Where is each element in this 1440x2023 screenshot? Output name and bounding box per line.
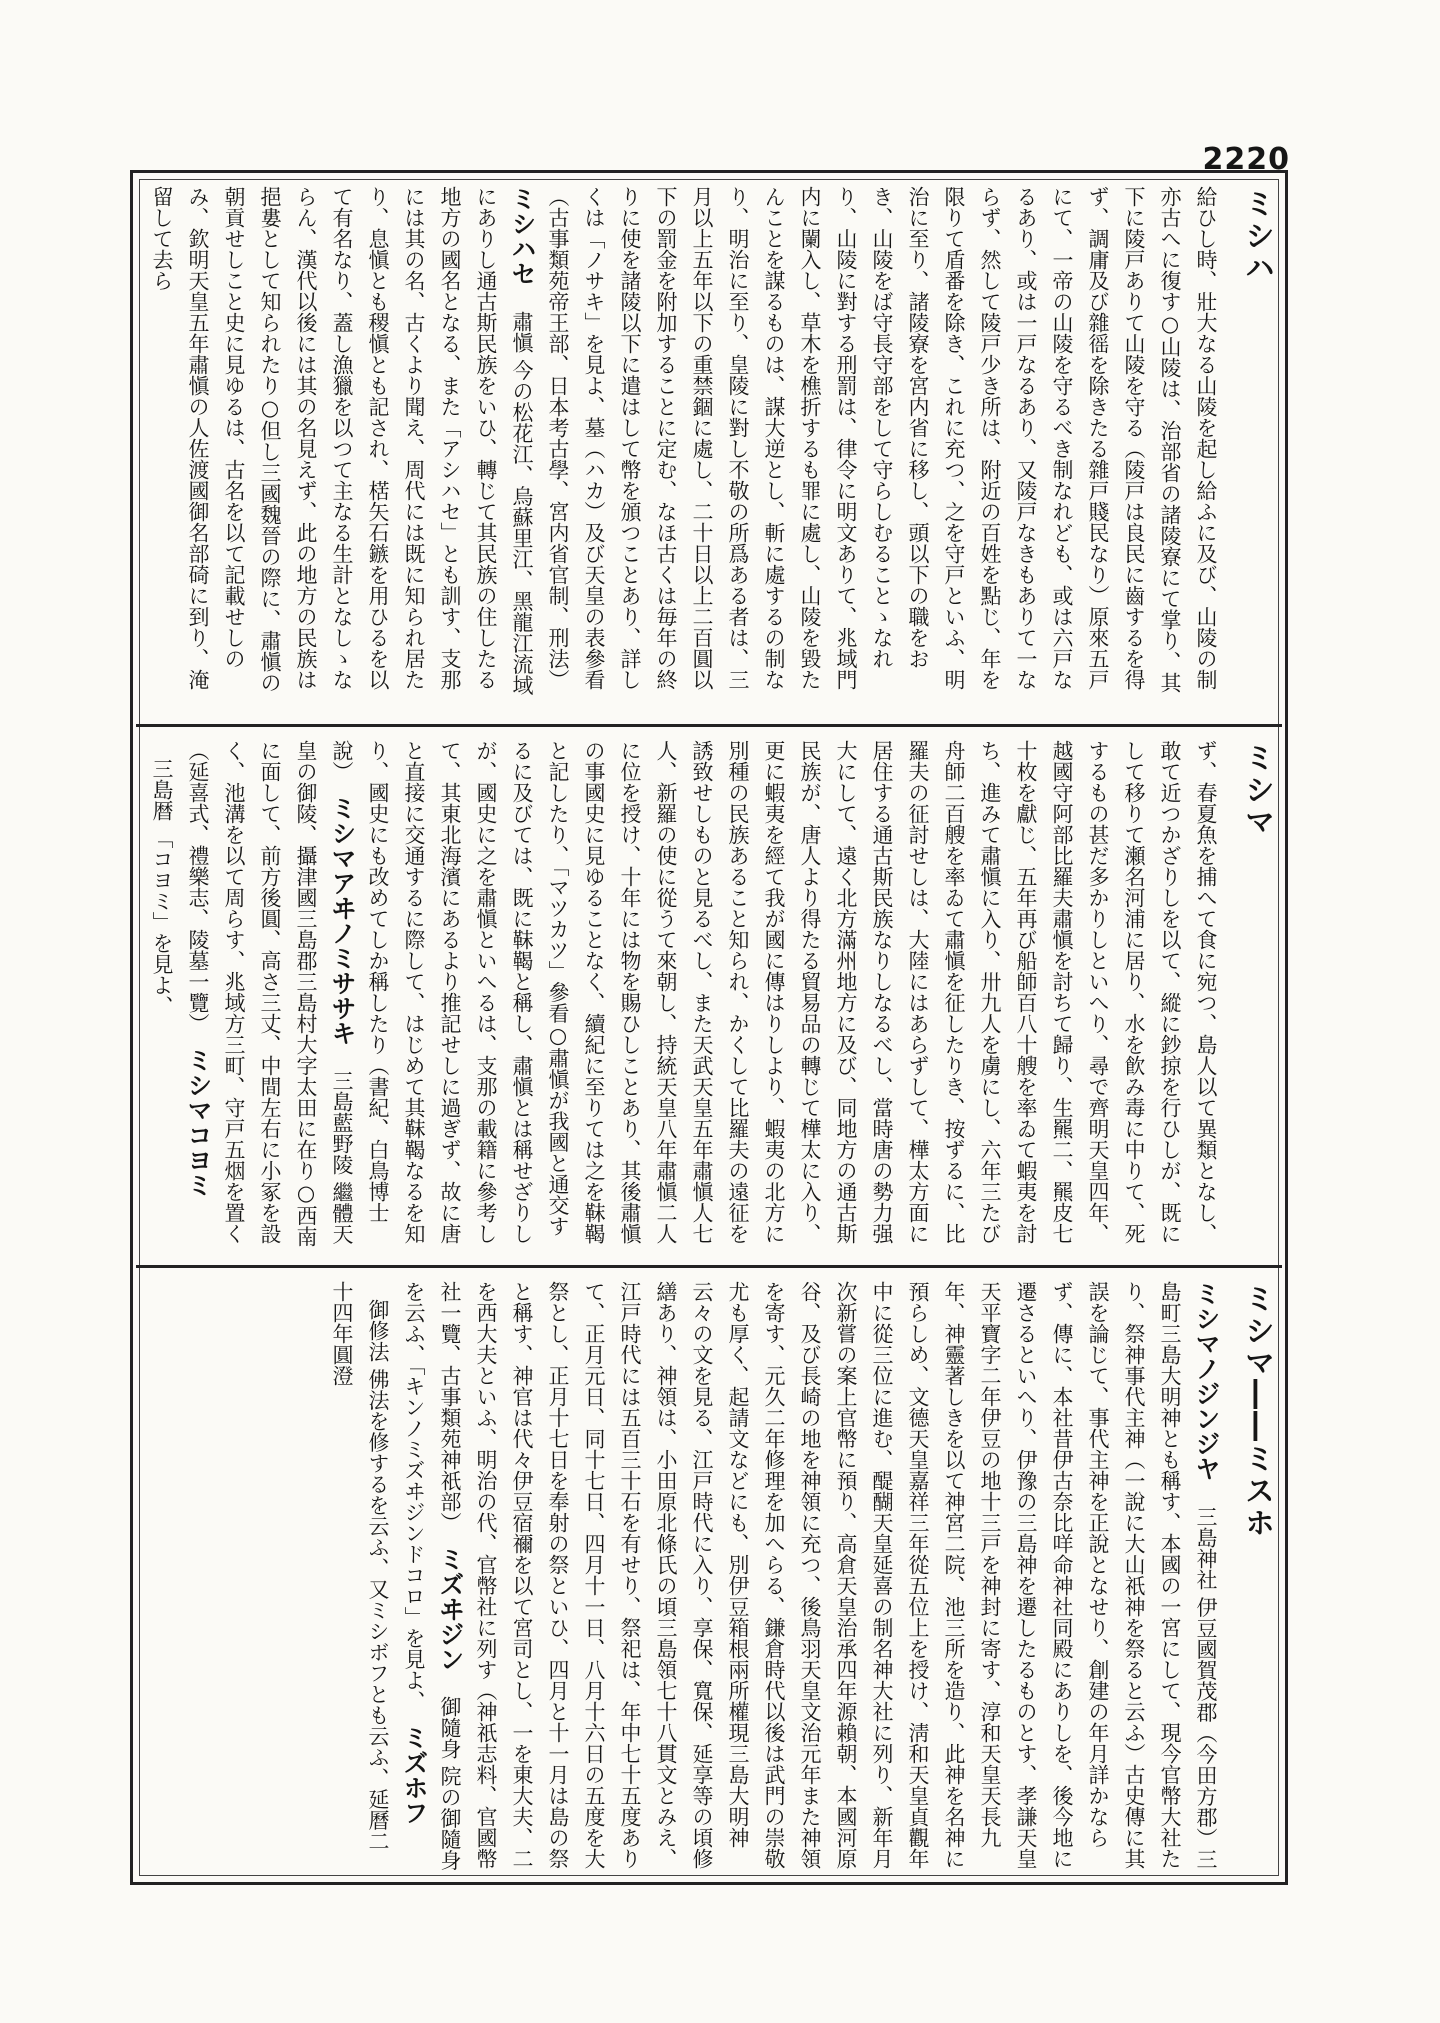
entry-text: 給ひし時、壯大なる山陵を起し給ふに及び、山陵の制亦古へに復す○山陵は、治部省の諸陵寮にて掌り、其下に陵戸ありて山陵を守る（陵戸は良民に齒するを得ず、調庸及び雜徭を除きたる雜戸賤民なり）原來五戸にて、一帝の山陵を守るべき制なれども、或は六戸なるあり、或は一戸なるあり、又陵戸なきもありて一ならず、然して陵戸少き所は、附近の百姓を點じ、年を限りて盾番を除き、これに充つ、之を守戸といふ、明治に至り、諸陵寮を宮内省に移し、頭以下の職をおき、山陵をば守長守部をして守らしむることゝなれり、山陵に對する刑罰は、律令に明文ありて、兆域門内に闌入し、草木を樵折するも罪に處し、山陵を毀たんことを謀るものは、謀大逆とし、斬に處するの制なり、明治に至り、皇陵に對し不敬の所爲ある者は、三月以上五年以下の重禁錮に處し、二十日以上二百圓以下の罰金を附加することに定む、なほ古くは毎年の終りに使を諸陵以下に遣はして幣を頒つことあり、詳しくは「ノサキ」を見よ、墓（ハカ）及び天皇の表參看（古事類苑帝王部、日本考古學、宮内省官制、刑法） xyxy=(546,186,1218,693)
entry-text: 伊豆國賀茂郡（今田方郡）三島町三島大明神とも稱す、本國の一宮にして、現今官幣大社たり、祭神事代主神（一說に大山祇神を祭ると云ふ）古史傳に其誤を論じて、事代主神を正說となせり、創建の年月詳かならず、傳に、本社昔伊古奈比咩命神社同殿にありしを、後今地に遷さるといへり、伊豫の三島神を遷したるものとす、孝謙天皇天平寶字二年伊豆の地十三戸を神封に寄す、淳和天皇天長九年、神靈著しきを以て神宮二院、池三所を造り、此神を名神に預らしめ、文德天皇嘉祥三年從五位上を授け、淸和天皇貞觀年中に從三位に進む、醍醐天皇延喜の制名神大社に列り、新年月次新嘗の案上官幣に預り、高倉天皇治承四年源賴朝、本國河原谷、及び長崎の地を神領に充つ、後鳥羽天皇文治元年また神領を寄す、元久二年修理を加へらる、鎌倉時代以後は武門の崇敬尤も厚く、起請文などにも、別伊豆箱根兩所權現三島大明神云々の文を見る、江戸時代に入り、享保、寬保、延享等の頃修繕あり、神領は、小田原北條氏の頃三島領七十八貫文とみえ、江戸時代には五百三十石を有せり、祭祀は、年中七十五度ありて、正月元日、同十七日、四月十一日、八月十六日の五度を大祭とし、正月十七日を奉射の祭といひ、四月と十一月は島の祭と稱す、神官は代々伊豆宿禰を以て宮司とし、一を東大夫、二を西大夫といふ、明治の代、官幣社に列す（神祇志料、官國幣社一覽、古事類苑神祇部） xyxy=(438,1281,1218,1870)
entry-text: 今の松花江、烏蘇里江、黑龍江流域にありし通古斯民族をいひ、轉じて其民族の住したる地方の國名となる、また「アシハセ」とも訓す、支那には其の名、古くより聞え、周代には既に知られ居たり、息愼とも稷愼とも記され、楛矢石鏃を用ひるを以て有名なり、蓋し漁獵を以つて主なる生計となしゝならん、漢代以後には其の名見えず、此の地方の民族は挹婁として知られたり○但し三國魏晉の際に、肅愼の朝貢せしこと史に見ゆるは、古名を以て記載せしのみ、欽明天皇五年肅愼の人佐渡國御名部碕に到り、淹留して去ら xyxy=(150,186,534,696)
entry-text: 「コヨミ」を見よ、 xyxy=(150,827,174,1017)
entry-reading: 肅愼 xyxy=(510,310,534,353)
page-number: 2220 xyxy=(1202,142,1290,177)
entry-reading: 御隨身 xyxy=(438,1696,462,1760)
entry-reading: 御修法 xyxy=(366,1299,390,1362)
band-divider xyxy=(136,724,1282,727)
entry-text: 院の御隨身を云ふ、「キンノミズヰジンドコロ」を見よ、 xyxy=(402,1281,462,1871)
band-top xyxy=(140,178,1278,718)
entry-headword: ミシマノジンジヤ xyxy=(1192,1281,1221,1481)
text-column xyxy=(140,732,1230,1259)
text-column xyxy=(140,178,1230,718)
entry-text: 佛法を修するを云ふ、又ミシボフとも云ふ、延曆二十四年圓澄 xyxy=(330,1281,390,1852)
entry-text: ず、春夏魚を捕へて食に宛つ、島人以て異類となし、敢て近つかざりしを以て、縱に鈔掠を行ひしが、既にして移りて瀬名河浦に居り、水を飮み毒に中りて、死するもの甚だ多かりしといへり、尋で齊明天皇四年、越國守阿部比羅夫肅愼を討ちて歸り、生羆二、羆皮七十枚を獻じ、五年再び船師百八十艘を率ゐて蝦夷を討ち、進みて肅愼に入り、卅九人を虜にし、六年三たび舟師二百艘を率ゐて肅愼を征したりき、按ずるに、比羅夫の征討せしは、大陸にはあらずして、樺太方面に居住する通古斯民族なりしなるべし、當時唐の勢力强大にして、遠く北方滿州地方に及び、同地方の通古斯民族が、唐人より得たる貿易品の轉じて樺太に入り、更に蝦夷を經て我が國に傳はりしより、蝦夷の北方に別種の民族あること知られ、かくして比羅夫の遠征を誘致せしものと見るべし、また天武天皇五年肅愼人七人、新羅の使に從うて來朝し、持統天皇八年肅愼二人に位を授け、十年には物を賜ひしことあり、其後肅愼の事國史に見ゆることなく、續紀に至りては之を靺鞨と記したり、「マツカツ」參看○肅愼が我國と通交するに及びては、既に靺鞨と稱し、肅愼とは稱せざりしが、國史に之を肅愼といへるは、支那の載籍に參考して、其東北海濱にあるより推記せしに過ぎず、故に唐と直接に交通するに際して、はじめて其靺鞨なるを知り、國史にも改めてしか稱したり（書紀、白鳥博士說） xyxy=(330,740,1218,1244)
entry-reading: 三島暦 xyxy=(150,758,174,821)
margin-head-top: ミシハ xyxy=(1239,188,1274,284)
band-divider xyxy=(136,1265,1282,1268)
entry-reading: 三島藍野陵 xyxy=(330,1070,354,1176)
entry-headword: ミシマアヰノミササキ xyxy=(328,795,357,1046)
margin-head-bottom: ミシマ――ミスホ xyxy=(1239,1283,1274,1539)
band-bottom xyxy=(140,1273,1278,1879)
entry-headword: ミズヰジン xyxy=(436,1546,465,1672)
entry-text: 繼體天皇の御陵、攝津國三島郡三島村大字太田に在り○西南に面して、前方後圓、高さ三丈、中間左右に小冢を設く、池溝を以て周らす、兆域方三町、守戸五烟を置く（延喜式、禮樂志、陵墓一覽） xyxy=(186,740,354,1247)
text-column xyxy=(140,1273,1230,1879)
entry-headword: ミシハセ xyxy=(508,186,537,286)
margin-head-middle: ミシマ xyxy=(1239,742,1274,838)
entry-headword: ミズホフ xyxy=(400,1724,429,1825)
band-middle xyxy=(140,732,1278,1259)
entry-reading: 三島神社 xyxy=(1194,1505,1218,1590)
entry-headword: ミシマコヨミ xyxy=(184,1047,213,1198)
